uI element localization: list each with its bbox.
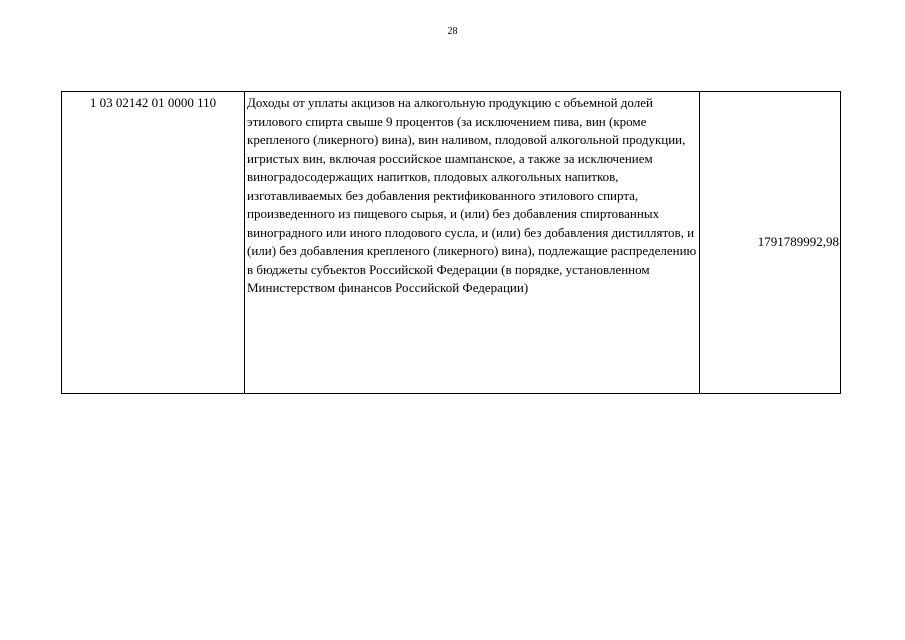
- revenue-description: Доходы от уплаты акцизов на алкогольную продукцию с объемной долей этилового спирта свыше 9 процентов (за исключением пива, вин (кроме крепленого (ликерного) вина), вин наливом, плодовой алкогольной продукции, игристых вин, включая российское шампанское, а также за исключением виноградосодержащих напитков, плодовых алкогольных напитков, изготавливаемых без добавления ректификованного этилового спирта, произведенного из пищевого сырья, и (или) без добавления спиртованных виноградного или иного плодового сусла, и (или) без добавления дистиллятов, и (или) без добавления крепленого (ликерного) вина), подлежащие распределению в бюджеты субъектов Российской Федерации (в порядке, установленном Министерством финансов Российской Федерации): [245, 92, 700, 394]
- table-row: [62, 92, 841, 394]
- budget-classification-code: 1 03 02142 01 0000 110: [62, 92, 245, 394]
- page-number: 28: [447, 26, 458, 37]
- revenue-table: [61, 91, 841, 394]
- revenue-amount: 1791789992,98: [700, 92, 841, 394]
